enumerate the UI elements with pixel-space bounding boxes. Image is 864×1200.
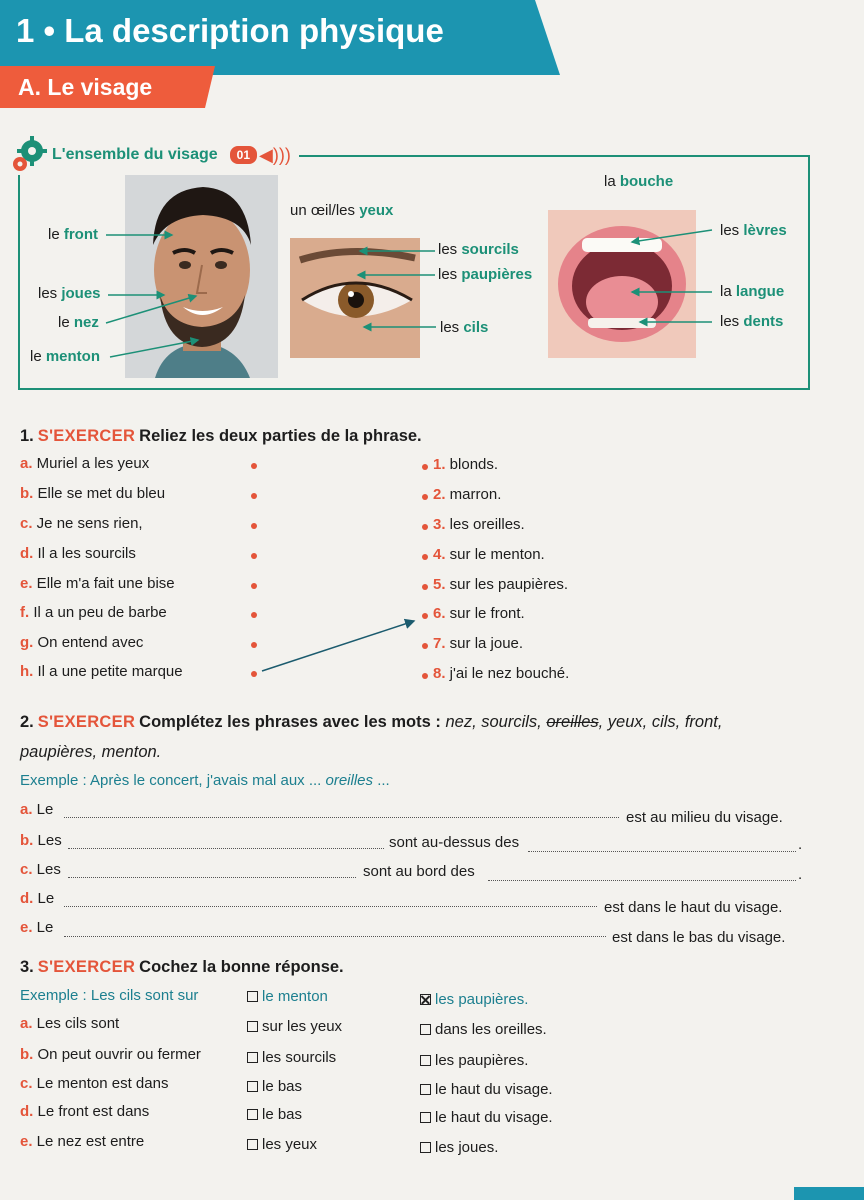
ex1-right-item: 1. blonds. — [433, 456, 499, 473]
ex2-blank-c2[interactable] — [488, 871, 796, 881]
ex3-option-b[interactable]: dans les oreilles. — [420, 1021, 547, 1038]
checked-box-icon — [420, 994, 431, 1005]
ex2-line-b-end: . — [798, 836, 803, 853]
ex1-left-item: h. Il a une petite marque — [20, 663, 183, 680]
ex3-question: a. Les cils sont — [20, 1015, 120, 1032]
ex2-line-c-mid: sont au bord des — [363, 863, 475, 880]
ex1-right-item: 6. sur le front. — [433, 605, 525, 622]
page-title: 1 • La description physique — [16, 12, 444, 49]
label-eye-title: un œil/les yeux — [290, 202, 394, 219]
ex3-question: e. Le nez est entre — [20, 1133, 145, 1150]
audio-track-number: 01 — [230, 146, 257, 164]
label-levres: les lèvres — [720, 222, 787, 239]
ex3-example-option-a: le menton — [247, 988, 328, 1005]
ex3-option-a[interactable]: le bas — [247, 1078, 302, 1095]
ex3-option-a[interactable]: sur les yeux — [247, 1018, 342, 1035]
checkbox-icon[interactable] — [420, 1024, 431, 1035]
label-nez: le nez — [58, 314, 99, 331]
checkbox-icon[interactable] — [247, 1021, 258, 1032]
ex3-option-b[interactable]: le haut du visage. — [420, 1081, 553, 1098]
label-dents: les dents — [720, 313, 784, 330]
checkbox-icon[interactable] — [247, 1139, 258, 1150]
exercise-2-heading: 2. S'EXERCER Complétez les phrases avec les mots : nez, sourcils, oreilles, yeux, cils, front, paupières, menton. — [20, 713, 723, 761]
ex3-option-b[interactable]: le haut du visage. — [420, 1109, 553, 1126]
ex2-line-c: c. Les — [20, 861, 61, 878]
page-edge-tab — [794, 1187, 864, 1200]
ex1-left-item: c. Je ne sens rien, — [20, 515, 143, 532]
speaker-icon: ◀))) — [259, 144, 291, 165]
ex3-example-option-b: les paupières. — [420, 991, 528, 1008]
ex2-blank-b1[interactable] — [68, 839, 384, 849]
ex1-left-item: d. Il a les sourcils — [20, 545, 136, 562]
label-sourcils: les sourcils — [438, 241, 519, 258]
exercise-3-heading: 3. S'EXERCER Cochez la bonne réponse. — [20, 958, 344, 976]
ex2-line-a: a. Le — [20, 801, 54, 818]
ex3-question: b. On peut ouvrir ou fermer — [20, 1046, 201, 1063]
ex3-option-a[interactable]: les yeux — [247, 1136, 317, 1153]
label-cils: les cils — [440, 319, 489, 336]
checkbox-icon[interactable] — [420, 1055, 431, 1066]
ex1-left-item: f. Il a un peu de barbe — [20, 604, 167, 621]
section-title: A. Le visage — [18, 74, 153, 100]
ex1-right-item: 4. sur le menton. — [433, 546, 545, 563]
ex2-blank-c1[interactable] — [68, 868, 356, 878]
ex2-line-a-end: est au milieu du visage. — [626, 809, 783, 826]
ex1-left-item: b. Elle se met du bleu — [20, 485, 166, 502]
ex2-line-b: b. Les — [20, 832, 62, 849]
ex2-blank-d[interactable] — [64, 897, 597, 907]
ex2-line-e-end: est dans le bas du visage. — [612, 929, 786, 946]
ex3-option-b[interactable]: les paupières. — [420, 1052, 528, 1069]
ex3-option-a[interactable]: le bas — [247, 1106, 302, 1123]
ex3-option-a[interactable]: les sourcils — [247, 1049, 336, 1066]
ex1-left-item: e. Elle m'a fait une bise — [20, 575, 175, 592]
ex1-right-item: 7. sur la joue. — [433, 635, 524, 652]
ex2-line-c-end: . — [798, 866, 803, 883]
label-mouth-title: la bouche — [604, 173, 674, 190]
checkbox-icon[interactable] — [420, 1112, 431, 1123]
checkbox-icon — [247, 991, 258, 1002]
label-front: le front — [48, 226, 98, 243]
ex1-right-item: 8. j'ai le nez bouché. — [433, 665, 570, 682]
checkbox-icon[interactable] — [420, 1142, 431, 1153]
ex1-right-item: 2. marron. — [433, 486, 502, 503]
ex2-blank-a[interactable] — [64, 808, 619, 818]
exercise-1-heading: 1. S'EXERCER Reliez les deux parties de la phrase. — [20, 427, 422, 445]
label-menton: le menton — [30, 348, 101, 365]
ex2-line-d: d. Le — [20, 890, 55, 907]
ex3-question: d. Le front est dans — [20, 1103, 150, 1120]
ex2-line-e: e. Le — [20, 919, 54, 936]
ex2-line-d-end: est dans le haut du visage. — [604, 899, 783, 916]
ex1-left-item: a. Muriel a les yeux — [20, 455, 150, 472]
ex3-option-b[interactable]: les joues. — [420, 1139, 498, 1156]
ex1-right-item: 5. sur les paupières. — [433, 576, 569, 593]
ex3-question: c. Le menton est dans — [20, 1075, 169, 1092]
ex2-blank-e[interactable] — [64, 927, 606, 937]
checkbox-icon[interactable] — [247, 1052, 258, 1063]
vocabulary-title: L'ensemble du visage — [52, 146, 218, 163]
label-joues: les joues — [38, 285, 101, 302]
ex1-left-item: g. On entend avec — [20, 634, 144, 651]
checkbox-icon[interactable] — [420, 1084, 431, 1095]
ex2-line-b-mid: sont au-dessus des — [389, 834, 520, 851]
exercise-3-example: Exemple : Les cils sont sur — [20, 987, 199, 1004]
checkbox-icon[interactable] — [247, 1109, 258, 1120]
checkbox-icon[interactable] — [247, 1081, 258, 1092]
ex1-right-item: 3. les oreilles. — [433, 516, 525, 533]
label-langue: la langue — [720, 283, 785, 300]
label-paupieres: les paupières — [438, 266, 533, 283]
ex2-blank-b2[interactable] — [528, 842, 796, 852]
exercise-2-example: Exemple : Après le concert, j'avais mal aux ... oreilles ... — [20, 772, 390, 789]
